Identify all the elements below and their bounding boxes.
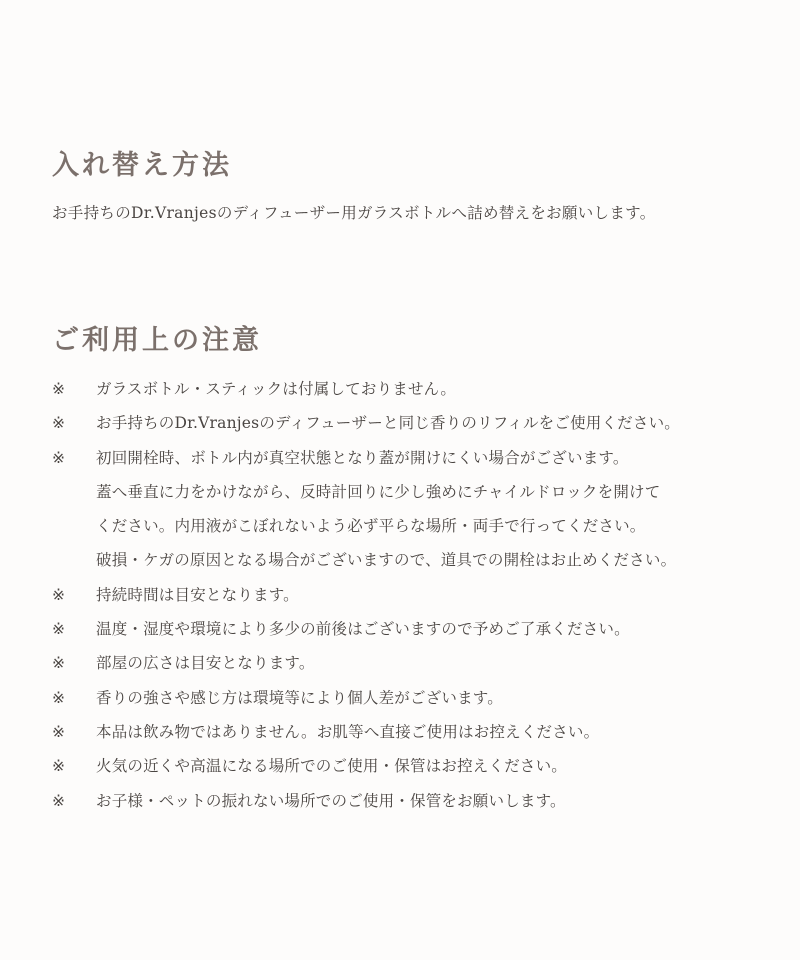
precaution-text: 温度・湿度や環境により多少の前後はございますので予めご了承ください。 bbox=[96, 620, 630, 639]
precaution-text: 部屋の広さは目安となります。 bbox=[96, 654, 315, 673]
section-title-usage-precautions: ご利用上の注意 bbox=[52, 325, 262, 356]
replacement-method-text: お手持ちのDr.Vranjesのディフューザー用ガラスボトルへ詰め替えをお願いします。 bbox=[52, 204, 656, 222]
precaution-line bbox=[52, 411, 792, 445]
note-mark: ※ bbox=[52, 722, 66, 741]
note-mark: ※ bbox=[52, 414, 66, 433]
note-mark: ※ bbox=[52, 757, 66, 776]
precaution-line bbox=[52, 583, 792, 617]
note-mark: ※ bbox=[52, 448, 66, 467]
note-mark: ※ bbox=[52, 585, 66, 604]
section-title-replacement-method: 入れ替え方法 bbox=[52, 150, 232, 181]
precaution-line bbox=[52, 754, 792, 788]
precaution-text: お子様・ペットの振れない場所でのご使用・保管をお願いします。 bbox=[96, 791, 566, 810]
precaution-line bbox=[52, 617, 792, 651]
precaution-text: 破損・ケガの原因となる場合がございますので、道具での開栓はお止めください。 bbox=[96, 551, 677, 570]
note-mark: ※ bbox=[52, 620, 66, 639]
precaution-line bbox=[52, 377, 792, 411]
precaution-text: 持続時間は目安となります。 bbox=[96, 585, 299, 604]
precaution-line bbox=[52, 686, 792, 720]
note-mark: ※ bbox=[52, 380, 66, 398]
precaution-line bbox=[52, 789, 792, 823]
precaution-text: 蓋へ垂直に力をかけながら、反時計回りに少し強めにチャイルドロックを開けて bbox=[96, 482, 661, 501]
precaution-line bbox=[52, 720, 792, 754]
note-mark: ※ bbox=[52, 791, 66, 810]
precaution-text: 初回開栓時、ボトル内が真空状態となり蓋が開けにくい場合がございます。 bbox=[96, 448, 629, 467]
precaution-continuation-line bbox=[52, 514, 792, 548]
precautions-list bbox=[52, 377, 792, 823]
precaution-text: お手持ちのDr.Vranjesのディフューザーと同じ香りのリフィルをご使用ください。 bbox=[96, 414, 680, 433]
precaution-text: 火気の近くや高温になる場所でのご使用・保管はお控えください。 bbox=[96, 757, 568, 776]
precaution-line bbox=[52, 446, 792, 480]
precaution-text: 本品は飲み物ではありません。お肌等へ直接ご使用はお控えください。 bbox=[96, 722, 600, 741]
note-mark: ※ bbox=[52, 654, 66, 673]
precaution-text: ガラスボトル・スティックは付属しておりません。 bbox=[96, 380, 457, 398]
precaution-text: ください。内用液がこぼれないよう必ず平らな場所・両手で行ってください。 bbox=[96, 517, 646, 536]
precaution-continuation-line bbox=[52, 548, 792, 582]
precaution-continuation-line bbox=[52, 480, 792, 514]
precaution-text: 香りの強さや感じ方は環境等により個人差がございます。 bbox=[96, 688, 503, 707]
precaution-line bbox=[52, 651, 792, 685]
note-mark: ※ bbox=[52, 688, 66, 707]
